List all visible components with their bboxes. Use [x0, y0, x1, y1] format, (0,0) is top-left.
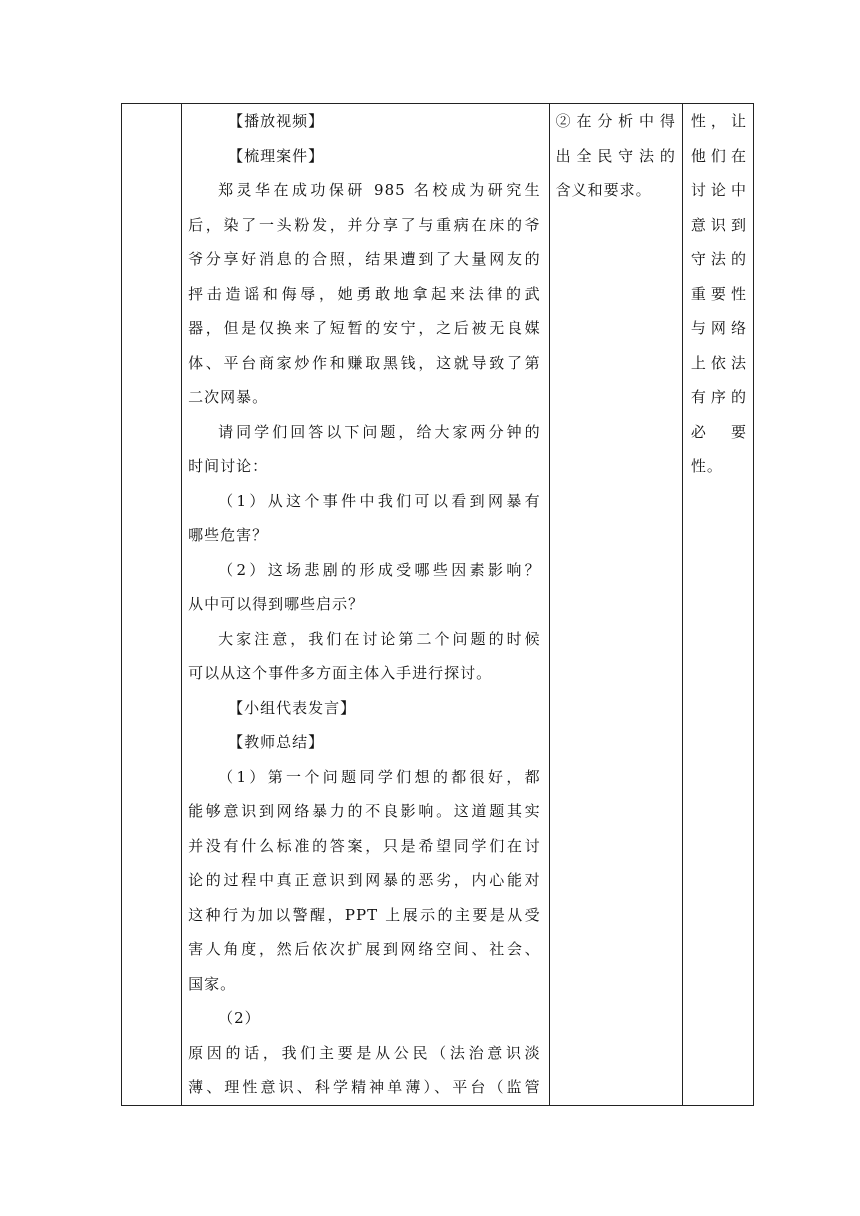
activity-line: （2）这场悲剧的形成受哪些因素影响？ — [218, 560, 541, 579]
intent-line: 有序的 — [690, 388, 747, 406]
goal-line: 出全民守法的 — [555, 146, 676, 165]
activity-line: 体、平台商家炒作和赚取黑钱，这就导致了第 — [188, 353, 541, 372]
design-intent-cell — [682, 104, 753, 1106]
activity-line: 并没有什么标准的答案，只是希望同学们在讨 — [188, 836, 541, 855]
activity-line: 论的过程中真正意识到网暴的恶劣，内心能对 — [188, 871, 541, 889]
intent-line: 守法的 — [690, 250, 747, 268]
activity-line: 原因的话，我们主要是从公民（法治意识淡 — [188, 1043, 541, 1062]
goal-line: ②在分析中得 — [555, 112, 676, 130]
intent-line: 上依法 — [690, 353, 747, 372]
activity-line: 郑灵华在成功保研 985 名校成为研究生 — [218, 181, 541, 199]
activity-line: 这种行为加以警醒，PPT 上展示的主要是从受 — [188, 905, 541, 924]
activity-line: 从中可以得到哪些启示？ — [188, 595, 365, 613]
activity-line: 【教师总结】 — [228, 733, 325, 751]
activity-line: （2） — [218, 1009, 261, 1027]
activity-line: 时间讨论： — [188, 457, 269, 475]
intent-line: 必 要 — [690, 422, 747, 441]
activity-line: 后，染了一头粉发，并分享了与重病在床的爷 — [188, 215, 541, 234]
goal-line: 含义和要求。 — [555, 181, 652, 199]
activity-line: 器，但是仅换来了短暂的安宁，之后被无良媒 — [188, 319, 541, 337]
activity-line: 二次网暴。 — [188, 388, 269, 406]
activity-line: 【小组代表发言】 — [228, 698, 357, 717]
intent-line: 意识到 — [690, 215, 747, 234]
activity-line: 能够意识到网络暴力的不良影响。这道题其实 — [188, 802, 541, 820]
activity-line: 抨击造谣和侮辱，她勇敢地拿起来法律的武 — [188, 284, 541, 303]
goal-cell — [549, 104, 682, 1106]
activity-line: （1）第一个问题同学们想的都很好，都 — [218, 767, 541, 786]
activity-line: 请同学们回答以下问题，给大家两分钟的 — [218, 422, 541, 441]
intent-line: 与网络 — [690, 319, 747, 337]
activity-line: 国家。 — [188, 974, 237, 993]
lesson-plan-table — [121, 103, 754, 1106]
activity-line: 哪些危害？ — [188, 526, 269, 544]
design-intent-text — [691, 104, 747, 484]
activity-line: 薄、理性意识、科学精神单薄）、平台（监管 — [188, 1078, 541, 1096]
goal-text — [556, 104, 676, 208]
activity-line: 大家注意，我们在讨论第二个问题的时候 — [218, 629, 541, 648]
intent-line: 性。 — [690, 457, 723, 475]
intent-line: 重要性 — [690, 284, 747, 303]
activity-line: 可以从这个事件多方面主体入手进行探讨。 — [188, 664, 493, 682]
activity-line: 爷分享好消息的合照，结果遭到了大量网友的 — [188, 250, 541, 268]
intent-line: 他们在 — [690, 146, 747, 165]
intent-line: 性，让 — [690, 112, 747, 130]
table-row — [122, 104, 754, 1106]
activity-line: 【播放视频】 — [228, 112, 325, 130]
teaching-activity-cell — [182, 104, 550, 1106]
activity-line: 害人角度，然后依次扩展到网络空间、社会、 — [188, 940, 541, 958]
activity-line: （1）从这个事件中我们可以看到网暴有 — [218, 491, 541, 510]
intent-line: 讨论中 — [690, 181, 747, 199]
activity-line: 【梳理案件】 — [228, 146, 325, 165]
teaching-activity-text — [188, 104, 541, 1105]
stage-cell — [122, 104, 182, 1106]
